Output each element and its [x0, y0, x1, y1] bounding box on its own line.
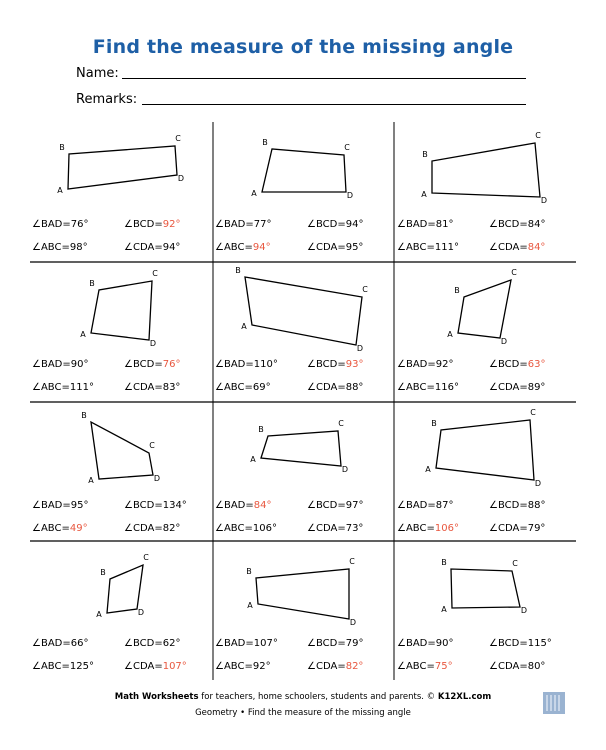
angle-bcd-text: ∠BCD=92° — [124, 219, 181, 230]
angle-value: 76° — [70, 219, 89, 230]
angle-cda-text: ∠CDA=89° — [489, 382, 546, 393]
vertex-label-a: A — [250, 455, 256, 464]
vertex-label-d: D — [520, 606, 528, 615]
angle-value: 76° — [162, 359, 181, 370]
angle-value: 69° — [252, 382, 271, 393]
angle-value: 77° — [253, 219, 272, 230]
angle-abc-text: ∠ABC=111° — [32, 382, 94, 393]
angle-abc-text: ∠ABC=69° — [215, 382, 271, 393]
footer-site: K12XL.com — [437, 692, 492, 702]
vertex-label-c: C — [152, 269, 158, 278]
angle-abc-text: ∠ABC=106° — [215, 523, 277, 534]
vertex-label-d: D — [341, 465, 349, 474]
angle-value: 89° — [527, 382, 546, 393]
angle-cda-text: ∠CDA=83° — [124, 382, 181, 393]
vertex-label-c: C — [149, 441, 155, 450]
vertex-label-d: D — [534, 479, 542, 488]
quadrilateral-shape — [261, 431, 341, 466]
angle-value: 111° — [69, 382, 94, 393]
angle-abc-text: ∠ABC=94° — [215, 242, 271, 253]
angle-value: 79° — [345, 638, 364, 649]
vertex-label-a: A — [241, 322, 247, 331]
angle-value: 84° — [253, 500, 272, 511]
angle-bad-text: ∠BAD=77° — [215, 219, 272, 230]
angle-value: 110° — [253, 359, 278, 370]
angle-value: 93° — [345, 359, 364, 370]
angle-value: 95° — [345, 242, 364, 253]
vertex-label-c: C — [338, 419, 344, 428]
vertex-label-a: A — [425, 465, 431, 474]
angle-abc-text: ∠ABC=98° — [32, 242, 88, 253]
angle-bcd-text: ∠BCD=115° — [489, 638, 552, 649]
vertex-label-b: B — [246, 567, 252, 576]
angle-value: 84° — [527, 219, 546, 230]
vertex-label-d: D — [137, 608, 145, 617]
vertex-label-a: A — [421, 190, 427, 199]
angle-value: 63° — [527, 359, 546, 370]
angle-value: 95° — [70, 500, 89, 511]
vertex-label-b: B — [262, 138, 268, 147]
quadrilateral-shape — [91, 281, 152, 340]
angle-value: 88° — [345, 382, 364, 393]
vertex-label-d: D — [349, 618, 357, 627]
angle-abc-text: ∠ABC=111° — [397, 242, 459, 253]
vertex-label-c: C — [362, 285, 368, 294]
angle-value: 92° — [435, 359, 454, 370]
angle-value: 80° — [527, 661, 546, 672]
angle-value: 107° — [253, 638, 278, 649]
vertex-label-c: C — [512, 559, 518, 568]
vertex-label-a: A — [88, 476, 94, 485]
vertex-label-d: D — [346, 191, 354, 200]
angle-value: 125° — [69, 661, 94, 672]
vertex-label-b: B — [89, 279, 95, 288]
angle-value: 97° — [345, 500, 364, 511]
quadrilateral-shape — [458, 280, 511, 338]
vertex-label-d: D — [356, 344, 364, 353]
angle-cda-text: ∠CDA=79° — [489, 523, 546, 534]
angle-cda-text: ∠CDA=84° — [489, 242, 546, 253]
angle-bcd-text: ∠BCD=97° — [307, 500, 364, 511]
angle-value: 115° — [527, 638, 552, 649]
angle-bcd-text: ∠BCD=63° — [489, 359, 546, 370]
vertex-label-b: B — [454, 286, 460, 295]
quadrilateral-shape — [256, 569, 349, 619]
vertex-label-b: B — [258, 425, 264, 434]
footer-line — [0, 692, 606, 702]
quadrilateral-shape — [107, 565, 143, 613]
angle-bcd-text: ∠BCD=94° — [307, 219, 364, 230]
vertex-label-d: D — [153, 474, 161, 483]
quadrilateral-shape — [262, 149, 346, 192]
angle-cda-text: ∠CDA=82° — [124, 523, 181, 534]
page-title: Find the measure of the missing angle — [92, 36, 514, 58]
angle-bcd-text: ∠BCD=84° — [489, 219, 546, 230]
angle-cda-text: ∠CDA=95° — [307, 242, 364, 253]
quadrilateral-shape — [451, 569, 520, 608]
vertex-label-c: C — [511, 268, 517, 277]
angle-bad-text: ∠BAD=90° — [32, 359, 89, 370]
vertex-label-b: B — [431, 419, 437, 428]
angle-value: 106° — [252, 523, 277, 534]
angle-value: 98° — [69, 242, 88, 253]
vertex-label-a: A — [80, 330, 86, 339]
angle-bad-text: ∠BAD=95° — [32, 500, 89, 511]
angle-bad-text: ∠BAD=66° — [32, 638, 89, 649]
quadrilateral-shape — [436, 420, 534, 480]
angle-abc-text: ∠ABC=75° — [397, 661, 453, 672]
angle-value: 87° — [435, 500, 454, 511]
vertex-label-c: C — [535, 131, 541, 140]
angle-value: 75° — [434, 661, 453, 672]
vertex-label-c: C — [344, 143, 350, 152]
angle-bcd-text: ∠BCD=79° — [307, 638, 364, 649]
angle-value: 82° — [162, 523, 181, 534]
vertex-label-b: B — [59, 143, 65, 152]
angle-cda-text: ∠CDA=80° — [489, 661, 546, 672]
angle-abc-text: ∠ABC=106° — [397, 523, 459, 534]
angle-abc-text: ∠ABC=49° — [32, 523, 88, 534]
remarks-label: Remarks: — [76, 92, 138, 107]
angle-cda-text: ∠CDA=88° — [307, 382, 364, 393]
qr-code-icon — [543, 692, 565, 714]
vertex-label-d: D — [177, 174, 185, 183]
vertex-label-a: A — [247, 601, 253, 610]
vertex-label-a: A — [251, 189, 257, 198]
vertex-label-d: D — [540, 196, 548, 205]
angle-bad-text: ∠BAD=87° — [397, 500, 454, 511]
angle-value: 79° — [527, 523, 546, 534]
angle-bcd-text: ∠BCD=62° — [124, 638, 181, 649]
angle-value: 62° — [162, 638, 181, 649]
vertex-label-d: D — [500, 337, 508, 346]
footer-tagline: for teachers, home schoolers, students and parents. © — [198, 692, 438, 702]
angle-value: 134° — [162, 500, 187, 511]
angle-bad-text: ∠BAD=76° — [32, 219, 89, 230]
angle-value: 90° — [435, 638, 454, 649]
angle-cda-text: ∠CDA=107° — [124, 661, 187, 672]
angle-bad-text: ∠BAD=107° — [215, 638, 278, 649]
angle-bcd-text: ∠BCD=88° — [489, 500, 546, 511]
angle-cda-text: ∠CDA=73° — [307, 523, 364, 534]
vertex-label-d: D — [149, 339, 157, 348]
angle-bad-text: ∠BAD=92° — [397, 359, 454, 370]
vertex-label-c: C — [143, 553, 149, 562]
angle-value: 94° — [162, 242, 181, 253]
angle-value: 66° — [70, 638, 89, 649]
angle-bad-text: ∠BAD=84° — [215, 500, 272, 511]
angle-value: 81° — [435, 219, 454, 230]
vertex-label-c: C — [530, 408, 536, 417]
angle-value: 82° — [345, 661, 364, 672]
vertex-label-b: B — [81, 411, 87, 420]
angle-value: 94° — [252, 242, 271, 253]
angle-bad-text: ∠BAD=110° — [215, 359, 278, 370]
quadrilateral-shape — [68, 146, 177, 189]
vertex-label-a: A — [447, 330, 453, 339]
angle-abc-text: ∠ABC=116° — [397, 382, 459, 393]
vertex-label-b: B — [100, 568, 106, 577]
angle-value: 107° — [162, 661, 187, 672]
vertex-label-b: B — [235, 266, 241, 275]
angle-value: 88° — [527, 500, 546, 511]
angle-abc-text: ∠ABC=125° — [32, 661, 94, 672]
angle-value: 49° — [69, 523, 88, 534]
angle-value: 94° — [345, 219, 364, 230]
angle-value: 83° — [162, 382, 181, 393]
quadrilateral-shape — [432, 143, 540, 197]
angle-value: 111° — [434, 242, 459, 253]
angle-bcd-text: ∠BCD=76° — [124, 359, 181, 370]
name-label: Name: — [76, 66, 119, 81]
angle-value: 116° — [434, 382, 459, 393]
angle-abc-text: ∠ABC=92° — [215, 661, 271, 672]
vertex-label-b: B — [422, 150, 428, 159]
angle-bad-text: ∠BAD=90° — [397, 638, 454, 649]
angle-bad-text: ∠BAD=81° — [397, 219, 454, 230]
vertex-label-b: B — [441, 558, 447, 567]
quadrilateral-shape — [245, 277, 362, 345]
footer-brand: Math Worksheets — [114, 692, 199, 702]
angle-cda-text: ∠CDA=82° — [307, 661, 364, 672]
angle-cda-text: ∠CDA=94° — [124, 242, 181, 253]
vertex-label-c: C — [349, 557, 355, 566]
angle-bcd-text: ∠BCD=134° — [124, 500, 187, 511]
angle-value: 84° — [527, 242, 546, 253]
angle-value: 73° — [345, 523, 364, 534]
footer-subtitle: Geometry • Find the measure of the missing angle — [195, 708, 411, 718]
vertex-label-c: C — [175, 134, 181, 143]
quadrilateral-shape — [91, 422, 153, 479]
angle-value: 92° — [252, 661, 271, 672]
angle-value: 92° — [162, 219, 181, 230]
vertex-label-a: A — [57, 186, 63, 195]
vertex-label-a: A — [441, 605, 447, 614]
angle-value: 106° — [434, 523, 459, 534]
vertex-label-a: A — [96, 610, 102, 619]
angle-value: 90° — [70, 359, 89, 370]
angle-bcd-text: ∠BCD=93° — [307, 359, 364, 370]
